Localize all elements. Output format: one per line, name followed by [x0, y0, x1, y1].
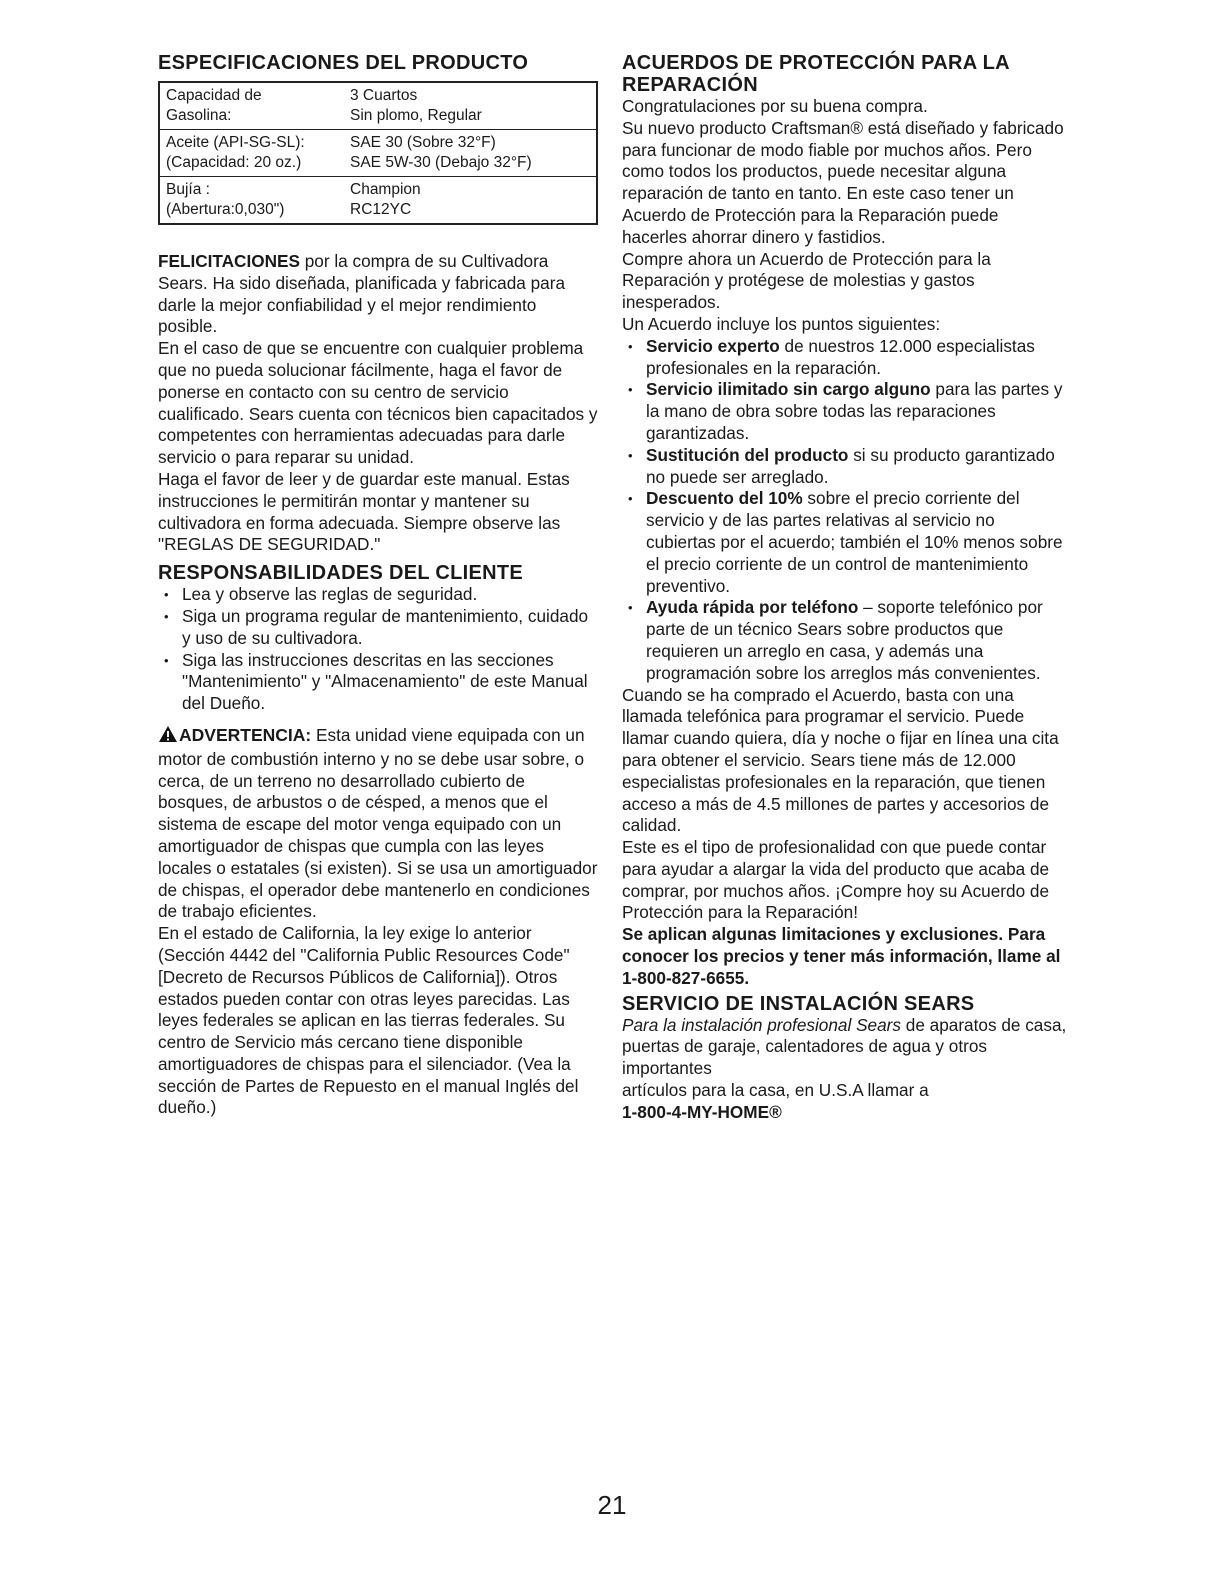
list-item: • Lea y observe las reglas de seguridad. [158, 584, 598, 606]
benefit-title: Sustitución del producto [646, 444, 849, 465]
spec-value-line: RC12YC [350, 201, 412, 218]
spec-key-line: Gasolina: [166, 107, 232, 124]
spec-key-line: Aceite (API-SG-SL): [166, 134, 305, 151]
spec-value-line: Champion [350, 181, 421, 198]
spec-value [350, 180, 596, 220]
benefit-text: para las partes y la mano de obra sobre todas las reparaciones garantizadas. [646, 379, 1063, 443]
list-item [622, 597, 1068, 684]
professionalism-paragraph: Este es el tipo de profesionalidad con que puede contar para ayudar a alargar la vida del producto que acaba de comprar, por muchos años. ¡Compre hoy su Acuerdo de Protección para la Reparación! [622, 837, 1050, 923]
benefit-title: Servicio experto [646, 335, 780, 356]
spec-key-line: Capacidad de [166, 87, 262, 104]
installation-phone: 1-800-4-MY-HOME® [622, 1101, 782, 1122]
agreements-buy-now: Compre ahora un Acuerdo de Protección para la Reparación y protégese de molestias y gastos inesperados. [622, 248, 991, 313]
spec-value-line: 3 Cuartos [350, 87, 418, 104]
service-paragraph: En el caso de que se encuentre con cualquier problema que no pueda solucionar fácilmente, haga el favor de ponerse en contacto con su centro de servicio cualificado. Sears cuenta con técnicos bien capacitados y competentes con herramientas adecuadas para darle servicio o para reparar su unidad. [158, 338, 598, 468]
spec-row [160, 177, 596, 223]
warning-triangle-icon [158, 725, 178, 749]
right-column [622, 52, 1068, 1124]
spec-value [350, 86, 596, 126]
benefit-title: Servicio ilimitado sin cargo alguno [646, 379, 931, 400]
congrats-lead: FELICITACIONES [158, 251, 300, 271]
agreements-congrats: Congratulaciones por su buena compra. [622, 96, 928, 116]
responsibilities-list [158, 584, 598, 715]
spec-key [166, 86, 350, 126]
list-item: • Siga un programa regular de mantenimiento, cuidado y uso de su cultivadora. [158, 606, 598, 650]
agreement-purchase-paragraph: Cuando se ha comprado el Acuerdo, basta con una llamada telefónica para programar el servicio. Puede llamar cuando quiera, día y noche o fijar en línea una cita para obtener el servicio. Sears tiene más de 12.000 especialistas profesionales en la reparación, que tienen acceso a más de 4.5 millones de partes y accesorios de calidad. [622, 684, 1059, 836]
spec-key [166, 180, 350, 220]
california-paragraph: En el estado de California, la ley exige lo anterior (Sección 4442 del "California Public Resources Code" [Decreto de Recursos Públicos de California]). Otros estados pueden contar con otras leyes parecidas. Las leyes federales se aplican en las tierras federales. Su centro de Servicio más cercano tiene disponible amortiguadores de chispas para el silenciador. (Vea la sección de Partes de Repuesto en el manual Inglés del dueño.) [158, 923, 579, 1118]
installation-text: de aparatos de casa, puertas de garaje, calentadores de agua y otros importantes [622, 1014, 1067, 1079]
warning-text: Esta unidad viene equipada con un motor de combustión interno y no se debe usar sobre, o cerca, de un terreno no desarrollado cubierto de bosques, de arbustos o de césped, a menos que el sistema de escape del motor venga equipado con un amortiguador de chispas que cumpla con las leyes locales o estatales (si existen). Si se usa un amortiguador de chispas, el operador debe mantenerlo en condiciones de trabajo eficientes. [158, 724, 598, 922]
agreement-benefits-list [622, 336, 1068, 685]
agreements-heading: ACUERDOS DE PROTECCIÓN PARA LA REPARACIÓN [622, 52, 1010, 96]
limitations-notice: Se aplican algunas limitaciones y exclusiones. Para conocer los precios y tener más información, llame al 1-800-827-6655. [622, 924, 1061, 988]
benefit-text: sobre el precio corriente del servicio y de las partes relativas al servicio no cubiertas por el acuerdo; también el 10% menos sobre el precio corriente de un control de mantenimiento preventivo. [646, 488, 1063, 596]
list-item [622, 445, 1068, 489]
spec-value [350, 133, 596, 173]
spec-key-line: (Abertura:0,030") [166, 201, 285, 218]
spec-row [160, 83, 596, 130]
installation-paragraph-2: artículos para la casa, en U.S.A llamar a [622, 1080, 929, 1101]
left-column [158, 52, 598, 1119]
benefit-text: de nuestros 12.000 especialistas profesionales en la reparación. [646, 335, 1035, 378]
benefit-title: Descuento del 10% [646, 488, 803, 509]
list-item [622, 379, 1068, 444]
installation-heading: SERVICIO DE INSTALACIÓN SEARS [622, 992, 975, 1015]
spec-row [160, 130, 596, 177]
list-item [622, 488, 1068, 597]
manual-paragraph: Haga el favor de leer y de guardar este manual. Estas instrucciones le permitirán montar y mantener su cultivadora en forma adecuada. Siempre observe las "REGLAS DE SEGURIDAD." [158, 468, 570, 555]
spec-value-line: SAE 30 (Sobre 32°F) [350, 134, 496, 151]
responsibilities-heading: RESPONSABILIDADES DEL CLIENTE [158, 562, 524, 585]
warning-title: ADVERTENCIA: [179, 724, 312, 745]
benefit-title: Ayuda rápida por teléfono [646, 597, 859, 618]
spec-key-line: (Capacidad: 20 oz.) [166, 154, 302, 171]
spec-table [158, 81, 598, 225]
page-number: 21 [597, 1490, 627, 1520]
installation-lead: Para la instalación profesional Sears [622, 1014, 901, 1035]
congrats-text: por la compra de su Cultivadora Sears. Ha sido diseñada, planificada y fabricada para darle la mejor confiabilidad y el mejor rendimiento posible. [158, 251, 566, 337]
spec-key [166, 133, 350, 173]
spec-heading: ESPECIFICACIONES DEL PRODUCTO [158, 52, 529, 74]
warning-paragraph [158, 725, 598, 923]
list-item [622, 336, 1068, 380]
congrats-paragraph [158, 251, 598, 338]
spec-value-line: SAE 5W-30 (Debajo 32°F) [350, 154, 532, 171]
installation-paragraph [622, 1015, 1068, 1080]
list-item: • Siga las instrucciones descritas en las secciones "Mantenimiento" y "Almacenamiento" de este Manual del Dueño. [158, 650, 598, 715]
benefit-text: si su producto garantizado no puede ser arreglado. [646, 444, 1055, 487]
spec-key-line: Bujía : [166, 181, 210, 198]
benefit-text: – soporte telefónico por parte de un técnico Sears sobre productos que requieren un arreglo en casa, y además una programación sobre los arreglos más convenientes. [646, 597, 1043, 683]
agreements-includes: Un Acuerdo incluye los puntos siguientes: [622, 313, 941, 334]
agreements-intro: Su nuevo producto Craftsman® está diseñado y fabricado para funcionar de modo fiable por muchos años. Pero como todos los productos, puede necesitar alguna reparación de tanto en tanto. En este caso tener un Acuerdo de Protección para la Reparación puede hacerles ahorrar dinero y fastidios. [622, 117, 1064, 247]
spec-value-line: Sin plomo, Regular [350, 107, 482, 124]
